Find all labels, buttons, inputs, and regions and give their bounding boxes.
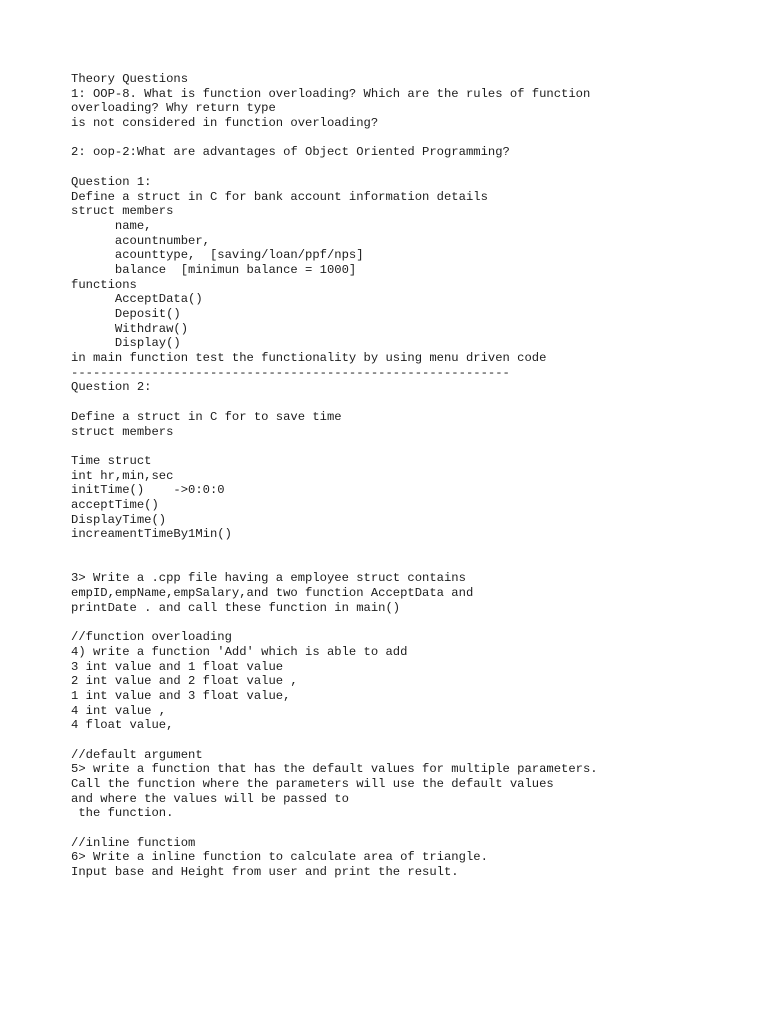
separator-line: ------------------------------------------------------------ xyxy=(71,365,510,380)
text-line: 2: oop-2:What are advantages of Object Oriented Programming? xyxy=(71,145,510,160)
text-line: struct members xyxy=(71,424,174,439)
text-line: Question 2: xyxy=(71,380,152,395)
blank-line xyxy=(71,542,751,557)
text-line: //inline functiom xyxy=(71,835,196,850)
text-line: Define a struct in C for to save time xyxy=(71,409,342,424)
text-line: printDate . and call these function in main() xyxy=(71,600,401,615)
text-line: Define a struct in C for bank account information details xyxy=(71,189,488,204)
text-line: Call the function where the parameters will use the default values xyxy=(71,777,554,791)
text-line: 1: OOP-8. What is function overloading? Which are the rules of function xyxy=(71,86,591,101)
text-line: 4 int value , xyxy=(71,703,167,718)
blank-line xyxy=(71,395,751,410)
text-line: 3 int value and 1 float value xyxy=(71,659,284,674)
text-line: int hr,min,sec xyxy=(71,468,174,483)
text-line: Display() xyxy=(71,336,181,351)
text-line: AcceptData() xyxy=(71,292,203,307)
text-line: acountnumber, xyxy=(71,233,210,248)
text-line: DisplayTime() xyxy=(71,512,167,527)
text-line: initTime() ->0:0:0 xyxy=(71,483,225,498)
blank-line xyxy=(71,131,751,146)
text-line: Input base and Height from user and print the result. xyxy=(71,865,459,880)
text-line: increamentTimeBy1Min() xyxy=(71,527,232,542)
blank-line xyxy=(71,733,751,748)
blank-line xyxy=(71,439,751,454)
text-line: empID,empName,empSalary,and two function AcceptData and xyxy=(71,586,474,601)
text-line: struct members xyxy=(71,204,174,219)
text-line: acounttype, [saving/loan/ppf/nps] xyxy=(71,248,364,263)
text-line: Time struct xyxy=(71,453,152,468)
text-line: balance [minimun balance = 1000] xyxy=(71,262,357,277)
text-line: name, xyxy=(71,218,152,233)
text-line: Question 1: xyxy=(71,174,152,189)
text-line: 1 int value and 3 float value, xyxy=(71,688,291,703)
text-line: //function overloading xyxy=(71,630,232,645)
blank-line xyxy=(71,557,751,572)
text-line: 2 int value and 2 float value , xyxy=(71,674,298,689)
blank-line xyxy=(71,821,751,836)
text-line: 4) write a function 'Add' which is able to add xyxy=(71,644,408,659)
text-line: overloading? Why return type xyxy=(71,101,276,116)
text-line: Withdraw() xyxy=(71,321,189,336)
text-line: 4 float value, xyxy=(71,718,174,733)
text-line: acceptTime() xyxy=(71,497,159,512)
text-line: Theory Questions xyxy=(71,72,189,86)
text-line: and where the values will be passed to xyxy=(71,791,349,806)
text-line: 3> Write a .cpp file having a employee struct contains xyxy=(71,571,466,586)
text-line: Deposit() xyxy=(71,307,181,321)
text-line: 5> write a function that has the default values for multiple parameters. xyxy=(71,762,598,777)
text-line: //default argument xyxy=(71,747,203,762)
document-body xyxy=(71,72,751,880)
text-line: the function. xyxy=(71,806,174,821)
text-line: is not considered in function overloading? xyxy=(71,116,379,131)
blank-line xyxy=(71,615,751,630)
text-line: in main function test the functionality by using menu driven code xyxy=(71,351,547,366)
text-line: 6> Write a inline function to calculate area of triangle. xyxy=(71,850,488,865)
blank-line xyxy=(71,160,751,175)
text-line: functions xyxy=(71,277,137,292)
